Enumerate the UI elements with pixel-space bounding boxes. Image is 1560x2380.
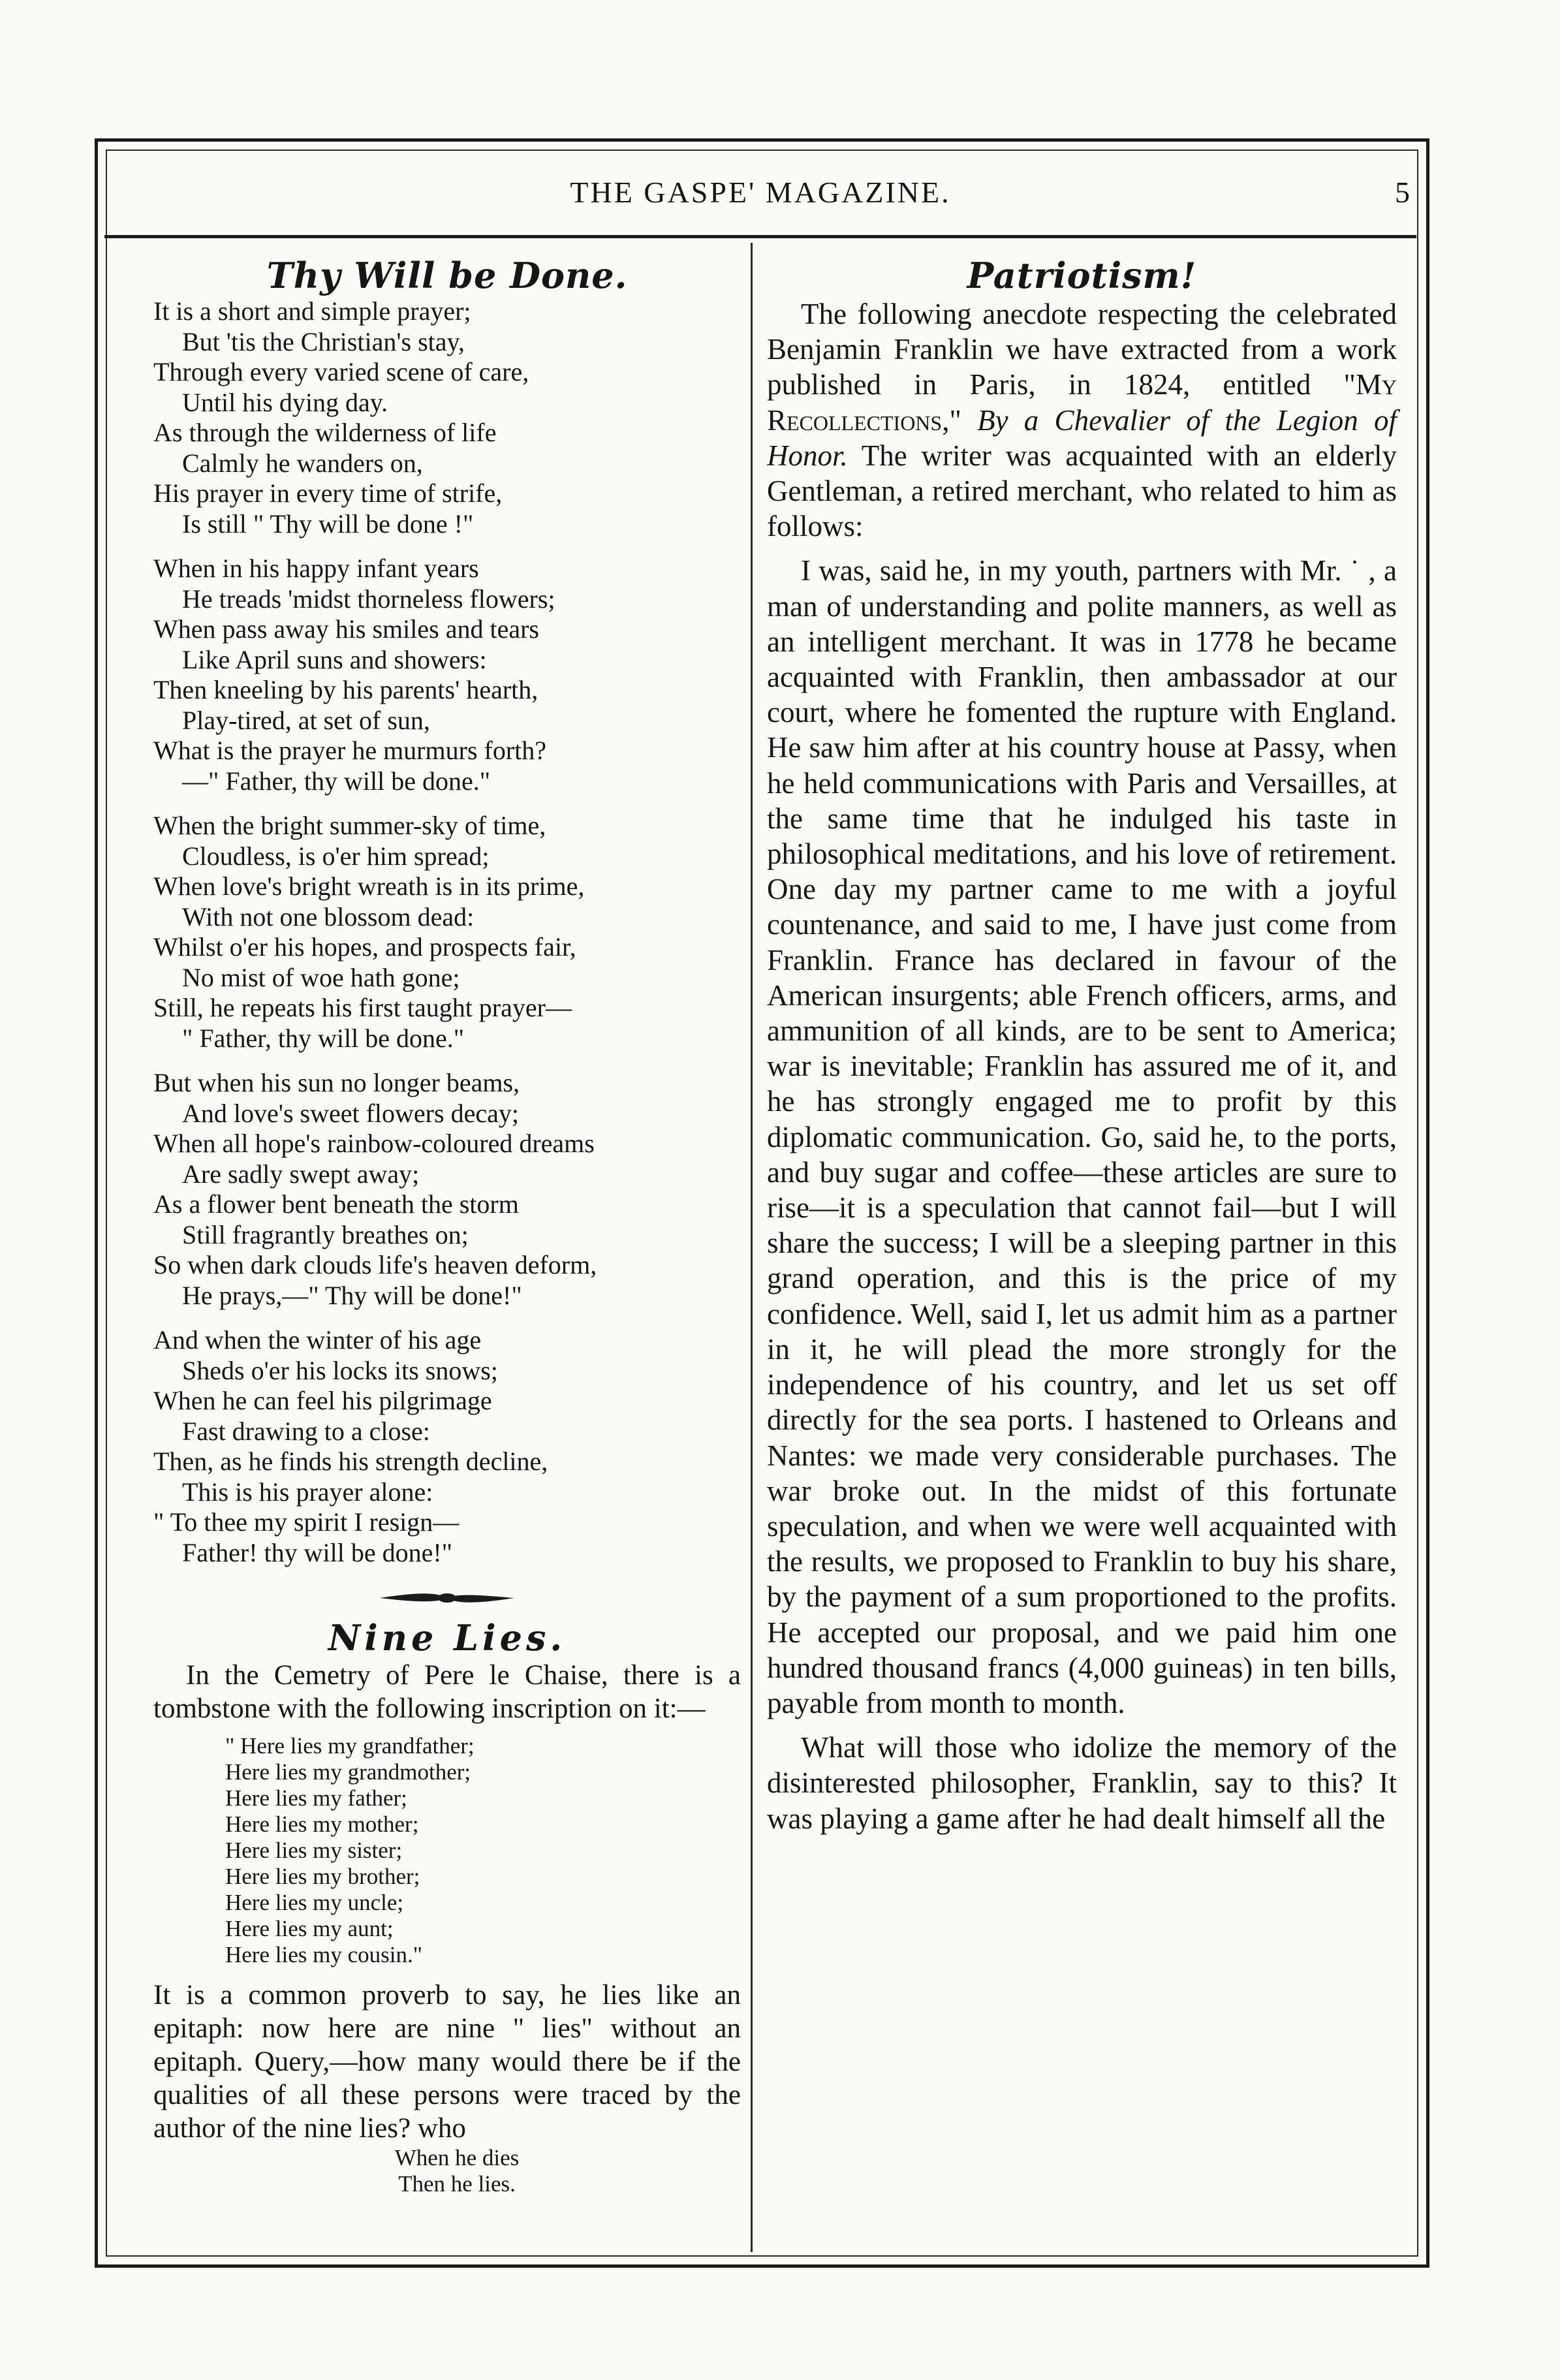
poem-line: Play-tired, at set of sun, — [182, 705, 430, 735]
poem-line: Then kneeling by his parents' hearth, — [153, 675, 538, 704]
poem-line: His prayer in every time of strife, — [153, 478, 503, 508]
poem-line: As a flower bent beneath the storm — [153, 1189, 519, 1219]
poem-stanza — [153, 296, 741, 539]
poem-line: So when dark clouds life's heaven deform, — [153, 1250, 597, 1279]
poem-line: Through every varied scene of care, — [153, 357, 529, 386]
nine-lies-closing — [153, 2145, 741, 2197]
poem-stanza — [153, 554, 741, 796]
poem-line: As through the wilderness of life — [153, 418, 497, 447]
inscription-line: Here lies my father; — [225, 1785, 407, 1811]
poem-line: " To thee my spirit I resign— — [153, 1507, 460, 1537]
poem-line: With not one blossom dead: — [182, 901, 475, 932]
poem-line: But when his sun no longer beams, — [153, 1068, 520, 1097]
inscription-line: " Here lies my grandfather; — [225, 1733, 475, 1759]
poem-stanza — [153, 811, 741, 1054]
patriotism-paragraph: What will those who idolize the memory of the disinterested philosopher, Franklin, say to this? It was playing a game after he had dealt himself all the — [767, 1731, 1397, 1835]
nine-lies-intro: In the Cemetry of Pere le Chaise, there is a tombstone with the following inscription on it:— — [153, 1660, 741, 1724]
column-divider — [751, 243, 753, 2252]
poem-body — [153, 296, 741, 1568]
tombstone-inscription — [153, 1733, 741, 1968]
poem-stanza — [153, 1068, 741, 1311]
poem-line: But 'tis the Christian's stay, — [182, 326, 465, 356]
poem-line: This is his prayer alone: — [182, 1477, 433, 1507]
poem-line: Sheds o'er his locks its snows; — [182, 1355, 498, 1385]
magazine-title: THE GASPE' MAGAZINE. — [570, 176, 951, 209]
poem-line: Cloudless, is o'er him spread; — [182, 841, 490, 871]
poem-line: When love's bright wreath is in its prime, — [153, 871, 585, 901]
poem-line: Calmly he wanders on, — [182, 448, 423, 478]
poem-line: What is the prayer he murmurs forth? — [153, 736, 547, 765]
poem-line: He prays,—" Thy will be done!" — [182, 1280, 522, 1310]
poem-line: No mist of woe hath gone; — [182, 962, 460, 992]
intro-text: The writer was acquainted with an elderly Gentleman, a retired merchant, who related to him as follows: — [767, 439, 1397, 543]
poem-line: Fast drawing to a close: — [182, 1416, 430, 1446]
poem-line: Whilst o'er his hopes, and prospects fair, — [153, 932, 576, 962]
intro-text: " — [949, 403, 961, 437]
poem-line: When in his happy infant years — [153, 554, 479, 583]
inscription-line: Here lies my grandmother; — [225, 1759, 471, 1785]
poem-line: And love's sweet flowers decay; — [182, 1098, 519, 1128]
poem-line: Still, he repeats his first taught prayer— — [153, 993, 572, 1022]
poem-line: It is a short and simple prayer; — [153, 296, 471, 326]
poem-line: Like April suns and showers: — [182, 644, 487, 674]
inscription-line: Here lies my aunt; — [225, 1916, 394, 1941]
section-ornament — [153, 1582, 741, 1613]
poem-line: When pass away his smiles and tears — [153, 614, 539, 644]
poem-line: When all hope's rainbow-coloured dreams — [153, 1129, 595, 1158]
inscription-line: Here lies my sister; — [225, 1838, 403, 1863]
poem-stanza — [153, 1325, 741, 1568]
poem-line: He treads 'midst thorneless flowers; — [182, 584, 555, 614]
running-header — [104, 175, 1416, 215]
poem-line: When he can feel his pilgrimage — [153, 1386, 492, 1415]
inscription-line: Here lies my brother; — [225, 1864, 420, 1889]
nine-lies-body: It is a common proverb to say, he lies like an epitaph: now here are nine " lies" without an epitaph. Query,—how many would there be if the qualities of all these persons were traced by the author of the nine lies? who — [153, 1980, 741, 2144]
poem-line: And when the winter of his age — [153, 1325, 482, 1354]
poem-line: Then, as he finds his strength decline, — [153, 1447, 548, 1476]
poem-line: " Father, thy will be done." — [182, 1023, 465, 1053]
ornament-divider-icon — [379, 1589, 516, 1606]
page-number: 5 — [1395, 176, 1410, 209]
poem-line: Father! thy will be done!" — [182, 1537, 453, 1567]
left-column — [153, 255, 741, 2197]
patriotism-paragraph: I was, said he, in my youth, partners with Mr. ˙ , a man of understanding and polite manners, as well as an intelligent merchant. It was in 1778 he became acquainted with Franklin, then ambassador at our court, where he fomented the rupture with England. He saw him after at his country house at Passy, when he held communications with Paris and Versailles, at the same time that he indulged his taste in philosophical meditations, and his love of retirement. One day my partner came to me with a joyful countenance, and said to me, I have just come from Franklin. France has declared in favour of the American insurgents; able French officers, arms, and ammunition of all kinds, are to be sent to America; war is inevitable; Franklin has assured me of it, and he has strongly engaged me to profit by this diplomatic communication. Go, said he, to the ports, and buy sugar and coffee—these articles are sure to rise—it is a speculation that cannot fail—but I will share the success; I will be a sleeping partner in this grand operation, and this is the price of my confidence. Well, said I, let us admit him as a partner in it, he will plead the more strongly for the independence of his country, and let us set off directly for the sea ports. I hastened to Orleans and Nantes: we made very considerable purchases. The war broke out. In the midst of this fortunate speculation, and when we were well acquainted with the results, we proposed to Franklin to buy his share, by the payment of a sum proportioned to the profits. He accepted our proposal, and we paid him one hundred thousand francs (4,000 guineas) in ten bills, payable from month to month. — [767, 554, 1397, 1719]
poem-line: —" Father, thy will be done." — [182, 766, 491, 796]
poem-line: Until his dying day. — [182, 387, 388, 417]
poem-line: Still fragrantly breathes on; — [182, 1219, 469, 1249]
patriotism-title: Patriotism! — [967, 255, 1197, 296]
inscription-line: Here lies my mother; — [225, 1811, 419, 1837]
nine-lies-title: Nine Lies. — [328, 1617, 567, 1659]
closing-line: Then he lies. — [398, 2171, 516, 2197]
inscription-line: Here lies my cousin." — [225, 1942, 422, 1967]
intro-text: The following anecdote respecting the celebrated Benjamin Franklin we have extracted from a work published in Paris, in 1824, entitled " — [767, 298, 1397, 401]
book-title: My Recollections, — [767, 368, 1397, 437]
poem-line: Is still " Thy will be done !" — [182, 509, 474, 539]
closing-line: When he dies — [394, 2145, 520, 2170]
byline: By a Chevalier of the Legion of Honor. — [767, 403, 1397, 472]
poem-title: Thy Will be Done. — [266, 255, 628, 296]
right-column — [767, 255, 1397, 1836]
poem-line: When the bright summer-sky of time, — [153, 811, 546, 840]
header-rule — [104, 235, 1416, 238]
inscription-line: Here lies my uncle; — [225, 1890, 404, 1915]
poem-line: Are sadly swept away; — [182, 1159, 420, 1189]
patriotism-intro — [767, 296, 1397, 544]
